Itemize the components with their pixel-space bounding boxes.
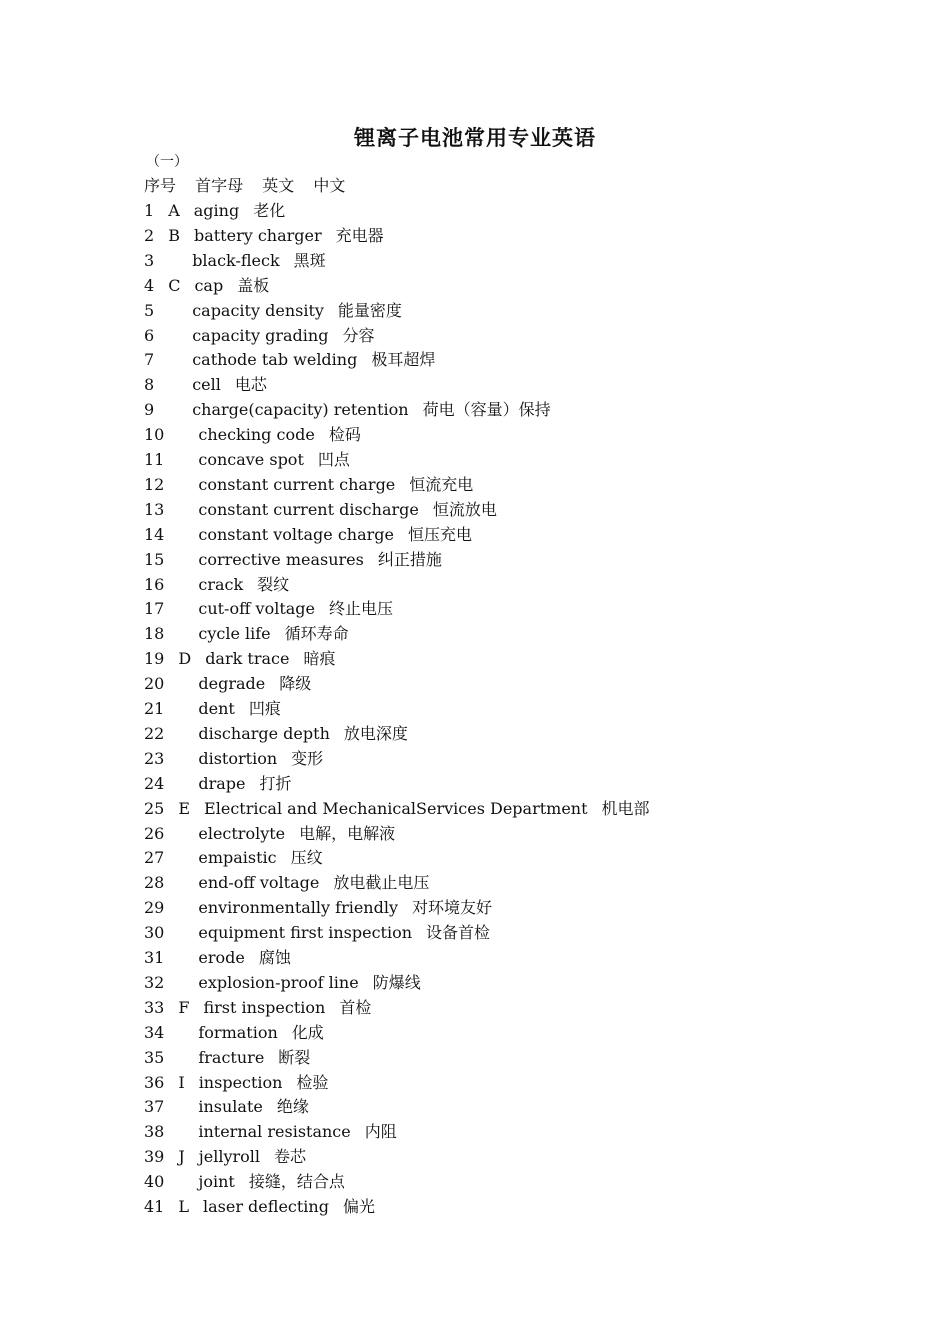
term-number: 3: [144, 250, 155, 270]
term-chinese: 电解，电解液: [299, 823, 396, 843]
term-english: jellyroll: [198, 1147, 260, 1167]
term-english: discharge depth: [198, 723, 330, 743]
term-english: end-off voltage: [198, 873, 320, 893]
term-number: 12: [144, 474, 165, 494]
term-english: capacity grading: [192, 325, 329, 345]
term-english: checking code: [198, 425, 315, 445]
term-chinese: 黑斑: [293, 250, 326, 270]
term-english: concave spot: [198, 450, 304, 469]
term-number: 15: [144, 549, 165, 569]
term-initial: D: [178, 649, 192, 669]
term-chinese: 降级: [279, 674, 312, 694]
term-number: 35: [144, 1047, 165, 1067]
term-row: [144, 599, 393, 621]
term-chinese: 恒流充电: [409, 474, 474, 494]
term-row: [144, 400, 551, 422]
term-row: [144, 898, 492, 920]
term-number: 31: [144, 948, 165, 967]
term-row: [144, 998, 371, 1020]
term-english: erode: [198, 948, 245, 967]
term-chinese: 荷电（容量）保持: [422, 400, 551, 420]
term-row: [144, 1097, 309, 1119]
term-row: [144, 749, 323, 771]
term-row: [144, 774, 292, 796]
term-english: fracture: [198, 1047, 265, 1067]
term-english: charge(capacity) retention: [192, 400, 409, 420]
term-row: [144, 649, 335, 671]
term-english: cap: [194, 275, 224, 295]
term-initial: B: [168, 225, 180, 245]
term-english: inspection: [198, 1072, 283, 1092]
term-row: [144, 1048, 310, 1070]
term-english: laser deflecting: [202, 1197, 329, 1216]
term-english: equipment first inspection: [198, 923, 413, 943]
term-number: 20: [144, 674, 165, 694]
term-row: [144, 350, 435, 372]
term-english: joint: [198, 1172, 235, 1192]
term-number: 27: [144, 848, 165, 868]
term-chinese: 恒压充电: [407, 524, 472, 544]
term-number: 18: [144, 624, 165, 644]
term-english: constant voltage charge: [198, 524, 394, 544]
term-english: electrolyte: [198, 823, 286, 843]
term-chinese: 凹点: [317, 450, 350, 469]
term-chinese: 设备首检: [426, 923, 491, 943]
term-english: drape: [198, 773, 246, 793]
term-number: 19: [144, 649, 165, 669]
term-number: 33: [144, 997, 165, 1017]
term-row: [144, 450, 350, 472]
term-number: 13: [144, 499, 165, 519]
term-chinese: 能量密度: [337, 300, 402, 320]
term-number: 28: [144, 873, 165, 893]
term-chinese: 终止电压: [329, 599, 394, 619]
term-initial: J: [178, 1147, 185, 1167]
term-english: internal resistance: [198, 1122, 351, 1142]
term-row: [144, 525, 472, 547]
term-chinese: 老化: [253, 201, 286, 220]
term-english: corrective measures: [198, 549, 364, 569]
term-number: 8: [144, 375, 155, 395]
term-initial: L: [178, 1197, 189, 1216]
term-chinese: 循环寿命: [284, 624, 349, 644]
term-initial: I: [178, 1072, 185, 1092]
term-row: [144, 948, 291, 970]
term-chinese: 放电深度: [343, 723, 408, 743]
header-english: 英文: [262, 176, 295, 195]
term-chinese: 内阻: [364, 1122, 397, 1142]
term-english: cathode tab welding: [192, 350, 358, 370]
term-chinese: 电芯: [234, 375, 267, 395]
term-number: 23: [144, 748, 165, 768]
term-number: 38: [144, 1122, 165, 1142]
term-row: [144, 201, 285, 223]
term-number: 4: [144, 275, 155, 295]
term-number: 21: [144, 699, 165, 718]
term-row: [144, 251, 326, 273]
term-english: formation: [198, 1022, 278, 1042]
term-number: 5: [144, 300, 155, 320]
term-row: [144, 226, 384, 248]
term-number: 6: [144, 325, 155, 345]
term-initial: A: [168, 201, 180, 220]
term-number: 26: [144, 823, 165, 843]
term-chinese: 化成: [291, 1022, 324, 1042]
term-row: [144, 326, 374, 348]
term-chinese: 盖板: [237, 275, 270, 295]
term-number: 16: [144, 574, 165, 594]
term-chinese: 绝缘: [276, 1097, 309, 1117]
term-chinese: 机电部: [601, 798, 650, 818]
term-number: 39: [144, 1147, 165, 1167]
term-chinese: 对环境友好: [412, 898, 493, 918]
term-row: [144, 301, 402, 323]
term-number: 10: [144, 425, 165, 445]
term-row: [144, 1122, 397, 1144]
term-row: [144, 1197, 375, 1219]
term-number: 41: [144, 1197, 165, 1216]
term-chinese: 卷芯: [274, 1147, 307, 1167]
term-number: 32: [144, 972, 165, 992]
term-row: [144, 276, 269, 298]
term-row: [144, 475, 473, 497]
term-english: dent: [198, 699, 235, 718]
term-english: battery charger: [193, 225, 322, 245]
term-chinese: 防爆线: [372, 972, 421, 992]
term-chinese: 压纹: [290, 848, 323, 868]
term-number: 2: [144, 225, 155, 245]
term-english: empaistic: [198, 848, 277, 868]
term-chinese: 恒流放电: [432, 499, 497, 519]
term-number: 25: [144, 798, 165, 818]
term-english: environmentally friendly: [198, 898, 399, 918]
term-number: 9: [144, 400, 155, 420]
term-chinese: 暗痕: [303, 649, 336, 669]
term-number: 34: [144, 1022, 165, 1042]
term-chinese: 检码: [328, 425, 361, 445]
term-english: crack: [198, 574, 244, 594]
term-number: 37: [144, 1097, 165, 1117]
term-english: cell: [192, 375, 221, 395]
term-row: [144, 500, 497, 522]
term-english: constant current charge: [198, 474, 396, 494]
term-row: [144, 575, 289, 597]
term-row: [144, 724, 408, 746]
term-row: [144, 1073, 329, 1095]
term-row: [144, 425, 361, 447]
term-row: [144, 1147, 306, 1169]
term-number: 36: [144, 1072, 165, 1092]
term-initial: C: [168, 275, 181, 295]
term-english: constant current discharge: [198, 499, 419, 519]
term-row: [144, 375, 267, 397]
term-row: [144, 873, 429, 895]
column-header-row: [144, 176, 345, 198]
term-english: capacity density: [192, 300, 324, 320]
term-chinese: 断裂: [278, 1047, 311, 1067]
term-english: cut-off voltage: [198, 599, 316, 619]
term-english: black-fleck: [192, 250, 280, 270]
term-row: [144, 674, 311, 696]
term-chinese: 放电截止电压: [333, 873, 430, 893]
term-chinese: 腐蚀: [258, 948, 291, 967]
term-row: [144, 550, 442, 572]
term-row: [144, 699, 281, 721]
term-english: aging: [193, 201, 240, 220]
term-row: [144, 1172, 345, 1194]
term-chinese: 分容: [342, 325, 375, 345]
term-row: [144, 973, 421, 995]
term-english: insulate: [198, 1097, 263, 1117]
term-chinese: 充电器: [335, 225, 384, 245]
header-no: 序号: [144, 176, 177, 195]
term-chinese: 打折: [259, 773, 292, 793]
term-number: 17: [144, 599, 165, 619]
term-chinese: 接缝，结合点: [248, 1172, 345, 1192]
term-row: [144, 848, 323, 870]
term-chinese: 纠正措施: [377, 549, 442, 569]
term-english: distortion: [198, 748, 278, 768]
term-initial: F: [178, 997, 190, 1017]
term-english: first inspection: [203, 997, 326, 1017]
term-number: 40: [144, 1172, 165, 1192]
term-english: Electrical and MechanicalServices Department: [204, 798, 588, 818]
term-english: cycle life: [198, 624, 271, 644]
term-number: 30: [144, 923, 165, 943]
term-chinese: 首检: [339, 997, 372, 1017]
header-chinese: 中文: [313, 176, 346, 195]
section-label: （一）: [146, 154, 188, 170]
term-chinese: 极耳超焊: [371, 350, 436, 370]
term-english: dark trace: [205, 649, 290, 669]
term-number: 24: [144, 773, 165, 793]
term-initial: E: [178, 798, 191, 818]
term-chinese: 变形: [291, 748, 324, 768]
header-initial: 首字母: [195, 176, 244, 195]
term-chinese: 检验: [296, 1072, 329, 1092]
term-english: degrade: [198, 674, 266, 694]
term-number: 11: [144, 450, 165, 469]
term-number: 1: [144, 201, 155, 220]
term-row: [144, 824, 395, 846]
term-number: 29: [144, 898, 165, 918]
term-chinese: 裂纹: [257, 574, 290, 594]
term-number: 7: [144, 350, 155, 370]
page-title: 锂离子电池常用专业英语: [354, 125, 596, 150]
term-row: [144, 1023, 324, 1045]
term-number: 14: [144, 524, 165, 544]
term-row: [144, 624, 349, 646]
term-chinese: 凹痕: [248, 699, 281, 718]
term-row: [144, 923, 490, 945]
term-english: explosion-proof line: [198, 972, 359, 992]
term-chinese: 偏光: [342, 1197, 375, 1216]
term-row: [144, 799, 650, 821]
term-number: 22: [144, 723, 165, 743]
